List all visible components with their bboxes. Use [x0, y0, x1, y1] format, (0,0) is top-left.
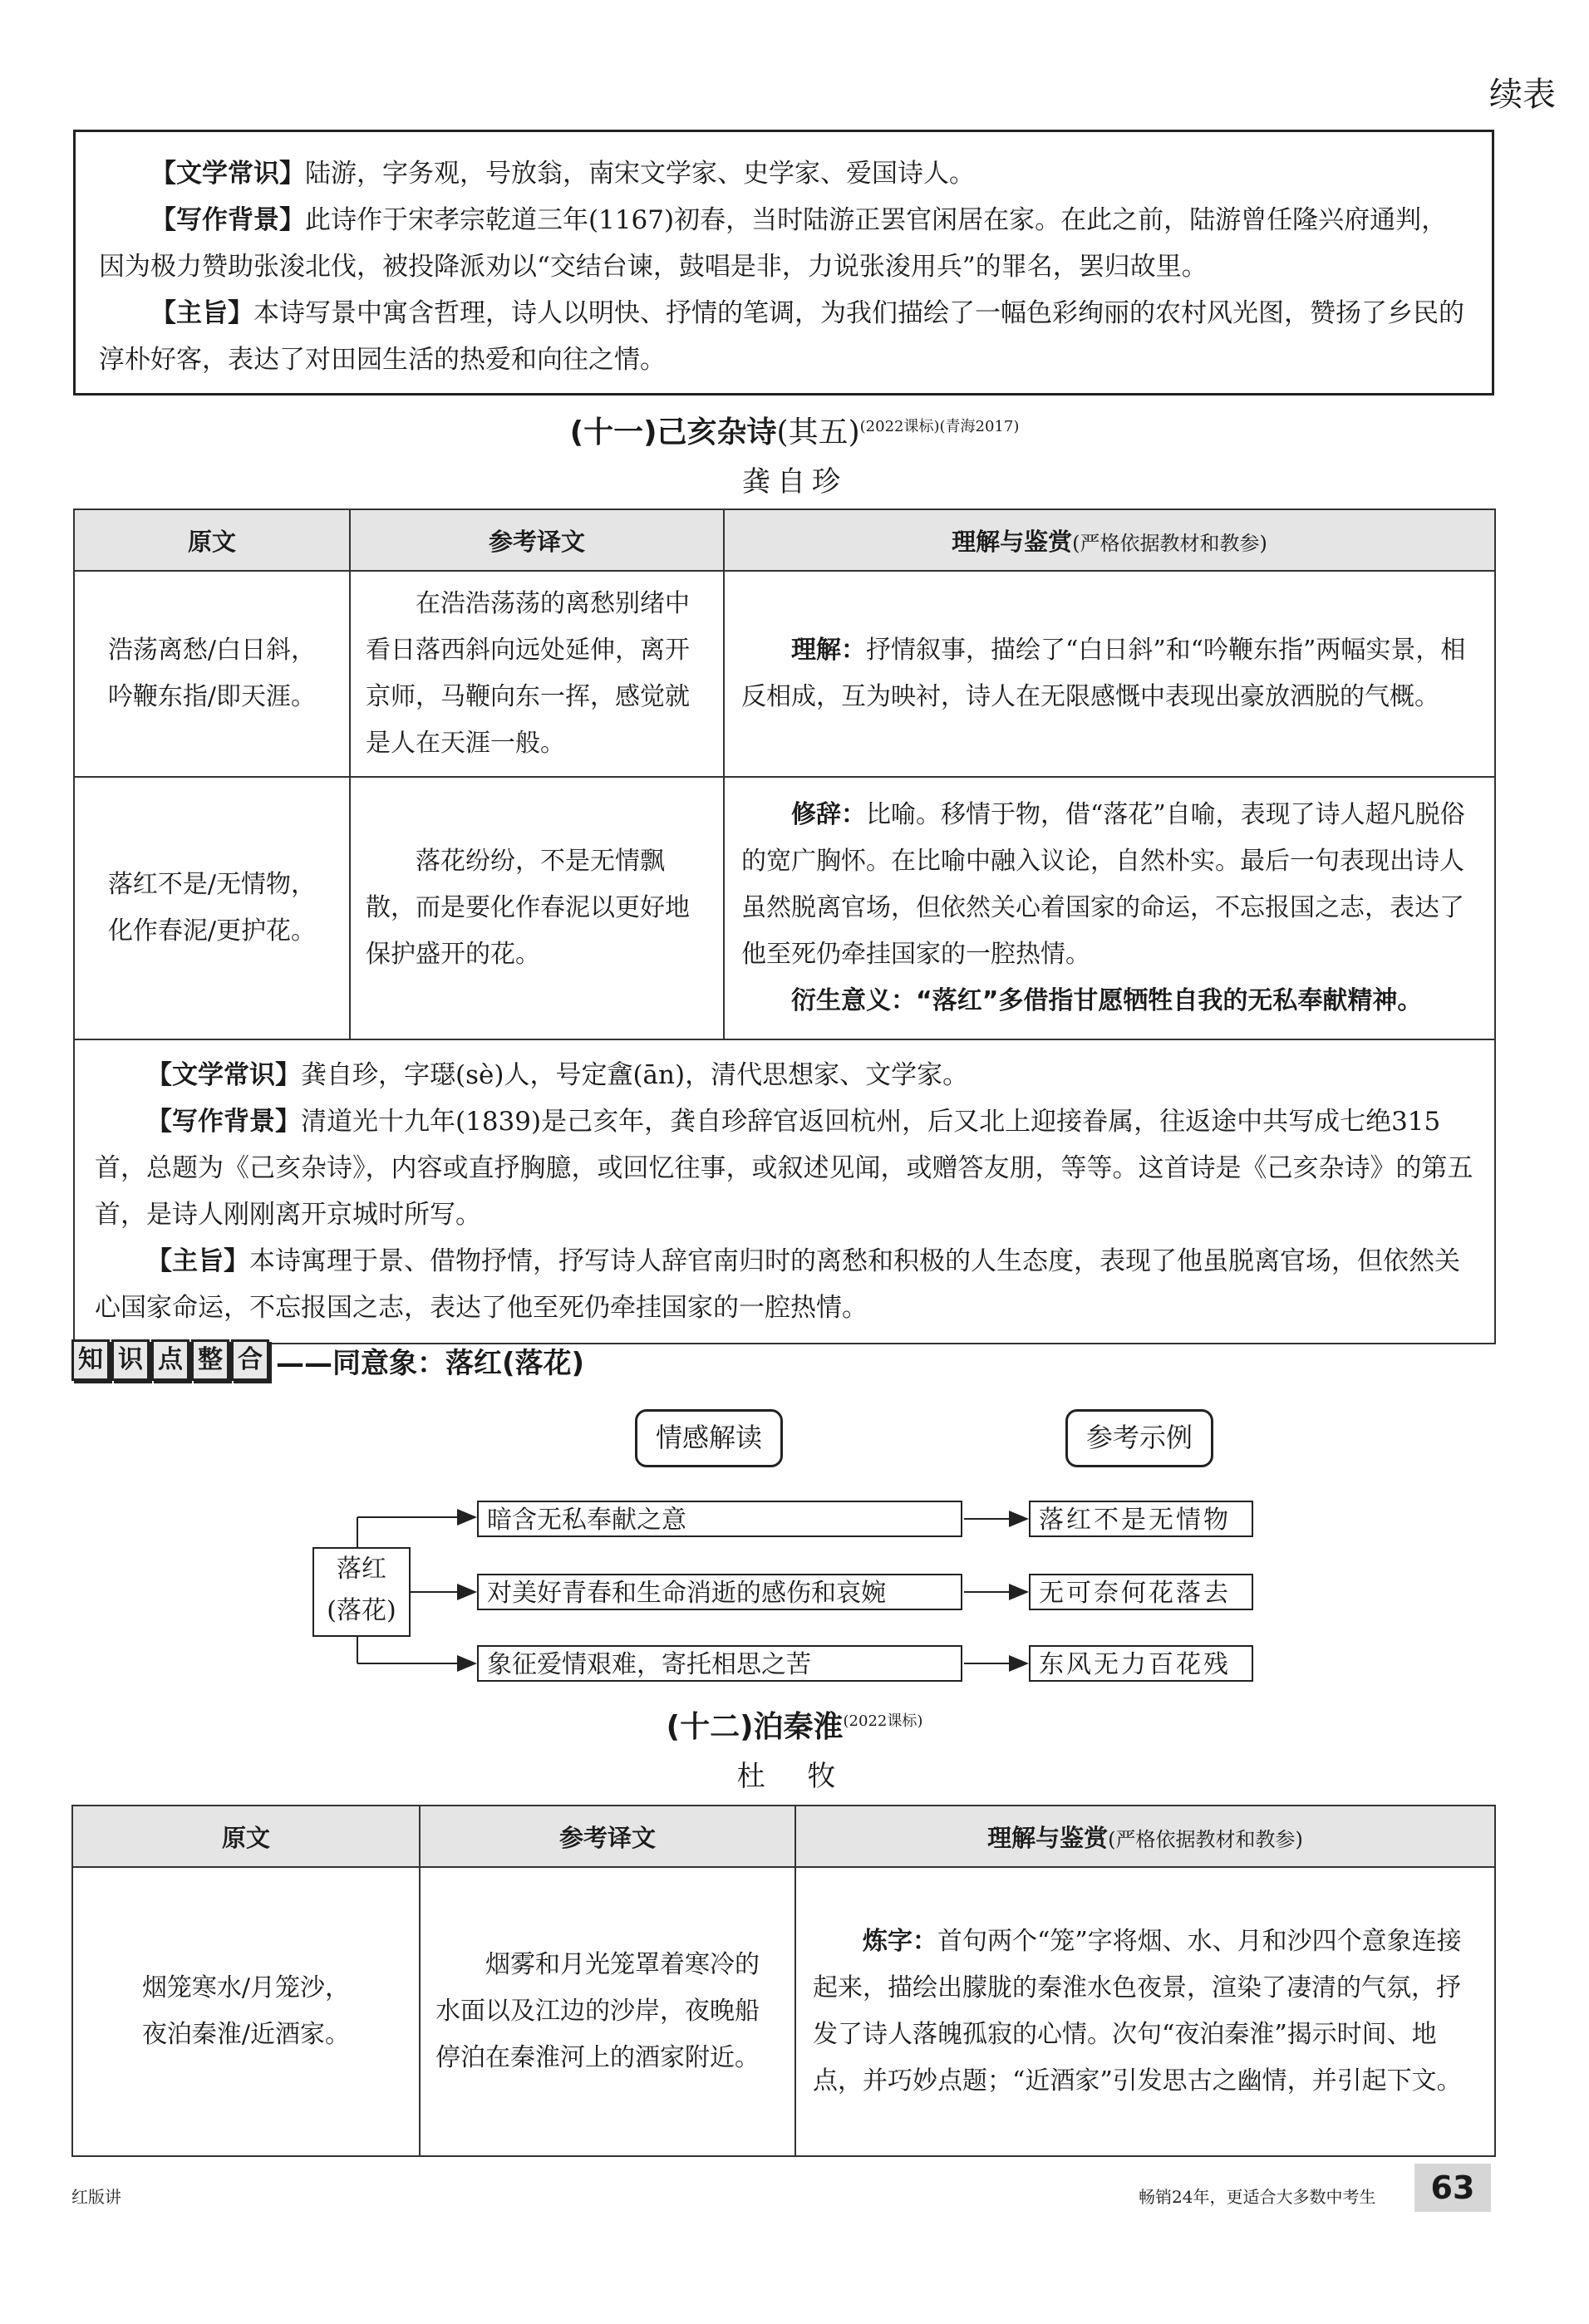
page-number: 63 — [1414, 2164, 1491, 2212]
poem11-notes: 【文学常识】龚自珍，字璱(sè)人，号定盦(ān)，清代思想家、文学家。 【写作背景】清道光十九年(1839)是己亥年，龚自珍辞官返回杭州，后又北上迎接眷属，往返途中共写成七绝315首，总题为《己亥杂诗》，内容或直抒胸臆，或回忆往事，或叙述见闻，或赠答友朋，等等。这首诗是《己亥杂诗》的第五首，是诗人刚刚离开京城时所写。 【主旨】本诗寓理于景、借物抒情，抒写诗人辞官南归时的离愁和积极的人生态度，表现了他虽脱离官场，但依然关心国家命运，不忘报国之志，表达了他至死仍牵挂国家的一腔热情。 — [74, 1039, 1495, 1344]
table-row — [72, 1867, 1495, 2156]
col-header-appr: 理解与鉴赏(严格依据教材和教参) — [795, 1806, 1495, 1867]
col-header-orig: 原文 — [74, 509, 350, 571]
orig-cell: 烟笼寒水/月笼沙， 夜泊秦淮/近酒家。 — [72, 1867, 420, 2156]
example-item: 落红不是无情物 — [1029, 1501, 1253, 1537]
example-header-box: 参考示例 — [1065, 1409, 1213, 1467]
trans-cell: 烟雾和月光笼罩着寒冷的水面以及江边的沙岸，夜晚船停泊在秦淮河上的酒家附近。 — [420, 1867, 795, 2156]
knowledge-char: 点 — [151, 1339, 189, 1381]
footer-brand: 红版讲 — [71, 2187, 121, 2207]
trans-cell: 落花纷纷，不是无情飘散，而是要化作春泥以更好地保护盛开的花。 — [350, 777, 724, 1039]
appr-cell: 理解：抒情叙事，描绘了“白日斜”和“吟鞭东指”两幅实景，相反相成，互为映衬，诗人在无限感慨中表现出豪放洒脱的气概。 — [724, 571, 1495, 777]
emotion-header-box: 情感解读 — [635, 1409, 783, 1467]
example-item: 东风无力百花残 — [1029, 1645, 1253, 1682]
example-item: 无可奈何花落去 — [1029, 1574, 1253, 1610]
emotion-item: 对美好青春和生命消逝的感伤和哀婉 — [477, 1574, 962, 1610]
poem12-author: 杜 牧 — [736, 1760, 853, 1793]
col-header-orig: 原文 — [72, 1806, 420, 1867]
knowledge-char: 识 — [111, 1339, 150, 1381]
knowledge-title: ——同意象：落红(落花) — [276, 1346, 585, 1380]
note-background: 【写作背景】此诗作于宋孝宗乾道三年(1167)初春，当时陆游正罢官闲居在家。在此之前，陆游曾任隆兴府通判，因为极力赞助张浚北伐，被投降派劝以“交结台谏，鼓唱是非，力说张浚用兵”的罪名，罢归故里。 — [99, 205, 1448, 282]
poem12-title: (十二)泊秦淮$^{(2022课标)}$ — [666, 1710, 923, 1744]
col-header-trans: 参考译文 — [350, 509, 724, 571]
appr-cell: 修辞：比喻。移情于物，借“落花”自喻，表现了诗人超凡脱俗的宽广胸怀。在比喻中融入议论，自然朴实。最后一句表现出诗人虽然脱离官场，但依然关心着国家的命运，不忘报国之志，表达了他至死仍牵挂国家的一腔热情。 衍生意义：“落红”多借指甘愿牺牲自我的无私奉献精神。 — [724, 777, 1495, 1039]
footer-slogan: 畅销24年，更适合大多数中考生 — [1139, 2187, 1376, 2207]
trans-cell: 在浩浩荡荡的离愁别绪中看日落西斜向远处延伸，离开京师，马鞭向东一挥，感觉就是人在天涯一般。 — [350, 571, 724, 777]
knowledge-char: 整 — [191, 1339, 229, 1381]
poem12-table — [71, 1805, 1496, 2157]
poem11-title: (十一)己亥杂诗(其五)$^{(2022课标)(青海2017)}$ — [569, 415, 1020, 450]
note-theme: 【主旨】本诗写景中寓含哲理，诗人以明快、抒情的笔调，为我们描绘了一幅色彩绚丽的农村风光图，赞扬了乡民的淳朴好客，表达了对田园生活的热爱和向往之情。 — [99, 298, 1464, 375]
continued-label: 续表 — [1489, 76, 1556, 114]
center-image-box: 落红 (落花) — [312, 1547, 411, 1637]
knowledge-char: 合 — [231, 1339, 269, 1381]
appr-cell: 炼字：首句两个“笼”字将烟、水、月和沙四个意象连接起来，描绘出朦胧的秦淮水色夜景，渲染了凄清的气氛，抒发了诗人落魄孤寂的心情。次句“夜泊秦淮”揭示时间、地点，并巧妙点题；“近酒家”引发思古之幽情，并引起下文。 — [795, 1867, 1495, 2156]
poem11-author: 龚自珍 — [742, 465, 847, 499]
col-header-trans: 参考译文 — [420, 1806, 795, 1867]
note-literary: 【文学常识】陆游，字务观，号放翁，南宋文学家、史学家、爱国诗人。 — [150, 159, 975, 189]
emotion-item: 象征爱情艰难，寄托相思之苦 — [477, 1645, 962, 1682]
col-header-appr: 理解与鉴赏(严格依据教材和教参) — [724, 509, 1495, 571]
emotion-item: 暗含无私奉献之意 — [477, 1501, 962, 1537]
knowledge-char: 知 — [71, 1339, 110, 1381]
orig-cell: 落红不是/无情物， 化作春泥/更护花。 — [74, 777, 350, 1039]
orig-cell: 浩荡离愁/白日斜， 吟鞭东指/即天涯。 — [74, 571, 350, 777]
table-header-row — [72, 1806, 1495, 1867]
